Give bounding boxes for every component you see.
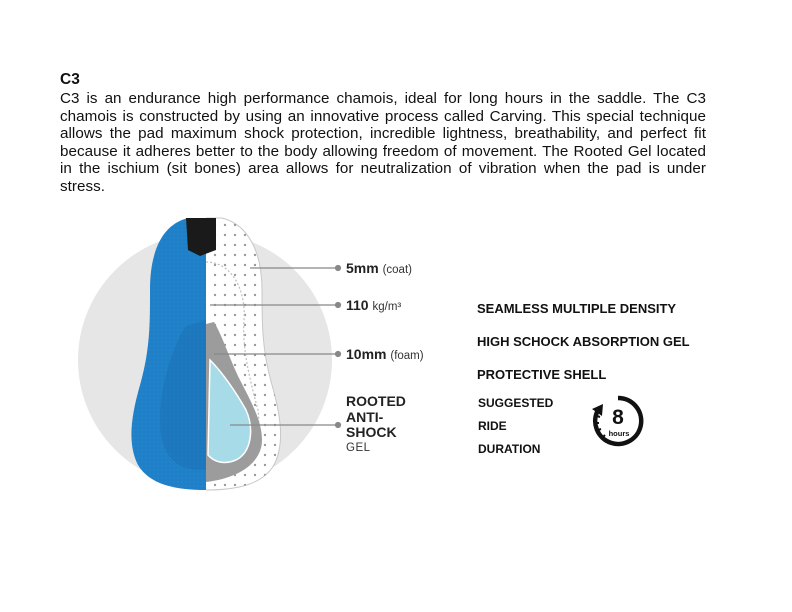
gel-line-1: ROOTED <box>346 393 406 409</box>
density-unit: kg/m³ <box>372 301 402 313</box>
feature-gel: HIGH SCHOCK ABSORPTION GEL <box>477 334 690 349</box>
gel-callout <box>346 394 406 456</box>
foam-unit: (foam) <box>390 350 424 362</box>
feature-seamless: SEAMLESS MULTIPLE DENSITY <box>477 301 677 316</box>
coat-callout <box>346 260 412 276</box>
clock-arrow-icon <box>590 393 646 449</box>
coat-value: 5mm <box>346 260 379 276</box>
gel-line-2: ANTI- <box>346 408 384 425</box>
ride-label-3: DURATION <box>478 442 541 456</box>
feature-shell: PROTECTIVE SHELL <box>477 367 607 382</box>
foam-callout <box>346 346 424 362</box>
product-title: C3 <box>60 71 80 88</box>
foam-value: 10mm <box>346 346 387 362</box>
density-callout <box>346 297 401 313</box>
hours-value: 8 <box>612 406 624 429</box>
ride-label-2: RIDE <box>478 419 507 433</box>
gel-line-3: SHOCK <box>346 424 397 440</box>
ride-label-1: SUGGESTED <box>478 396 554 410</box>
coat-unit: (coat) <box>382 264 412 276</box>
gel-sub: GEL <box>346 441 371 454</box>
product-description: C3 is an endurance high performance chamois, ideal for long hours in the saddle. The C3 chamois is constructed by using an innovative process called Carving. This special technique allows the pad maximum shock protection, incredible lightness, breathability, and perfect fit because it adheres better to the body allowing freedom of movement. The Rooted Gel located in the ischium (sit bones) area allows for neutralization of vibration when the pad is under stress. <box>60 90 706 195</box>
hours-unit: hours <box>608 429 630 438</box>
density-value: 110 <box>346 297 369 313</box>
